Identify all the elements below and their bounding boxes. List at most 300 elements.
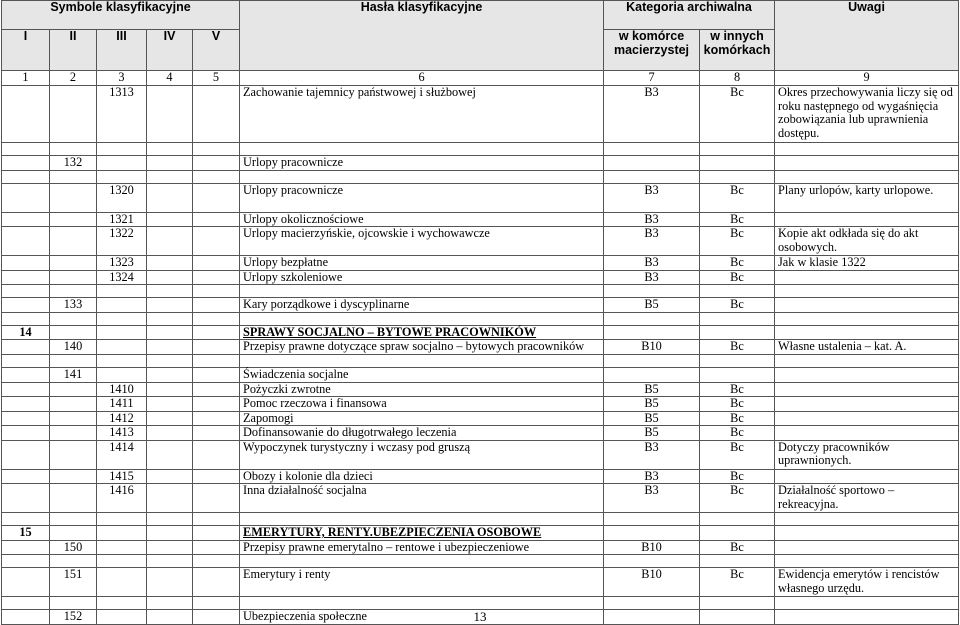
level-header: V (193, 30, 240, 71)
spacer-cell (240, 555, 604, 568)
level-2-symbol: 140 (50, 340, 97, 355)
spacer-cell (50, 355, 97, 368)
spacer-cell (50, 513, 97, 526)
level-5-symbol (193, 526, 240, 541)
spacer-cell (50, 312, 97, 325)
entry-name: Pomoc rzeczowa i finansowa (240, 397, 604, 412)
spacer-cell (700, 597, 775, 610)
spacer-cell (193, 285, 240, 298)
level-5-symbol (193, 156, 240, 171)
remarks-cell: Kopie akt odkłada się do akt osobowych. (775, 227, 959, 256)
spacer-cell (193, 312, 240, 325)
level-2-symbol (50, 382, 97, 397)
spacer-cell (2, 285, 50, 298)
category-other-cell: Bc (700, 227, 775, 256)
level-5-symbol (193, 469, 240, 484)
level-5-symbol (193, 227, 240, 256)
level-3-symbol: 1412 (97, 411, 147, 426)
spacer-cell (2, 355, 50, 368)
level-2-symbol (50, 183, 97, 212)
spacer-row (2, 285, 959, 298)
level-1-symbol (2, 256, 50, 271)
level-4-symbol (147, 540, 193, 555)
classification-table (1, 0, 959, 625)
entry-name: Wypoczynek turystyczny i wczasy pod gruszą (240, 440, 604, 469)
level-4-symbol (147, 340, 193, 355)
spacer-cell (50, 285, 97, 298)
level-2-symbol: 133 (50, 298, 97, 313)
spacer-cell (604, 285, 700, 298)
level-2-symbol: 152 (50, 610, 97, 625)
table-row (2, 256, 959, 271)
column-number: 5 (193, 71, 240, 86)
level-4-symbol (147, 568, 193, 597)
spacer-cell (97, 285, 147, 298)
level-1-symbol (2, 426, 50, 441)
spacer-cell (147, 355, 193, 368)
kategoria-header: Kategoria archiwalna (604, 1, 775, 30)
category-other-cell: Bc (700, 340, 775, 355)
spacer-cell (147, 513, 193, 526)
level-2-symbol (50, 325, 97, 340)
remarks-cell (775, 469, 959, 484)
spacer-cell (700, 170, 775, 183)
entry-name: SPRAWY SOCJALNO – BYTOWE PRACOWNIKÓW (240, 325, 604, 340)
category-own-cell: B5 (604, 411, 700, 426)
spacer-row (2, 170, 959, 183)
remarks-cell: Działalność sportowo – rekreacyjna. (775, 484, 959, 513)
remarks-cell (775, 397, 959, 412)
level-3-symbol (97, 368, 147, 383)
level-3-symbol: 1413 (97, 426, 147, 441)
column-number: 1 (2, 71, 50, 86)
level-2-symbol (50, 469, 97, 484)
level-1-symbol (2, 368, 50, 383)
level-3-symbol: 1322 (97, 227, 147, 256)
category-own-cell: B3 (604, 212, 700, 227)
entry-name: Urlopy macierzyńskie, ojcowskie i wychowawcze (240, 227, 604, 256)
spacer-row (2, 355, 959, 368)
remarks-cell (775, 411, 959, 426)
level-3-symbol: 1411 (97, 397, 147, 412)
spacer-cell (147, 285, 193, 298)
spacer-cell (775, 555, 959, 568)
spacer-cell (700, 312, 775, 325)
category-other-cell: Bc (700, 411, 775, 426)
level-3-symbol: 1313 (97, 86, 147, 143)
spacer-cell (193, 597, 240, 610)
level-2-symbol (50, 86, 97, 143)
spacer-cell (604, 355, 700, 368)
table-body (2, 86, 959, 625)
entry-name: Przepisy prawne dotyczące spraw socjalno – bytowych pracowników (240, 340, 604, 355)
spacer-cell (97, 597, 147, 610)
column-number: 4 (147, 71, 193, 86)
entry-name: Pożyczki zwrotne (240, 382, 604, 397)
level-1-symbol (2, 411, 50, 426)
level-1-symbol (2, 227, 50, 256)
entry-name: Zachowanie tajemnicy państwowej i służbowej (240, 86, 604, 143)
level-1-symbol (2, 183, 50, 212)
level-3-symbol (97, 156, 147, 171)
spacer-cell (50, 555, 97, 568)
table-row (2, 270, 959, 285)
spacer-cell (604, 597, 700, 610)
level-3-symbol: 1320 (97, 183, 147, 212)
level-4-symbol (147, 368, 193, 383)
spacer-cell (97, 555, 147, 568)
spacer-cell (775, 285, 959, 298)
level-5-symbol (193, 484, 240, 513)
level-4-symbol (147, 440, 193, 469)
spacer-cell (775, 597, 959, 610)
symbols-header: Symbole klasyfikacyjne (2, 1, 240, 30)
category-other-cell: Bc (700, 397, 775, 412)
category-other-cell: Bc (700, 382, 775, 397)
level-2-symbol (50, 397, 97, 412)
spacer-cell (97, 143, 147, 156)
spacer-cell (193, 143, 240, 156)
level-4-symbol (147, 86, 193, 143)
table-row (2, 540, 959, 555)
spacer-row (2, 312, 959, 325)
level-5-symbol (193, 426, 240, 441)
level-5-symbol (193, 256, 240, 271)
spacer-cell (2, 143, 50, 156)
level-5-symbol (193, 440, 240, 469)
level-1-symbol (2, 469, 50, 484)
level-1-symbol (2, 397, 50, 412)
level-1-symbol (2, 298, 50, 313)
category-other-cell (700, 156, 775, 171)
spacer-cell (240, 597, 604, 610)
level-2-symbol: 151 (50, 568, 97, 597)
category-other-cell: Bc (700, 440, 775, 469)
table-row (2, 382, 959, 397)
entry-name: Zapomogi (240, 411, 604, 426)
remarks-cell: Własne ustalenia – kat. A. (775, 340, 959, 355)
level-4-symbol (147, 484, 193, 513)
remarks-cell (775, 298, 959, 313)
spacer-cell (147, 555, 193, 568)
spacer-cell (604, 555, 700, 568)
entry-name: Ubezpieczenia społeczne (240, 610, 604, 625)
category-own-cell: B10 (604, 540, 700, 555)
level-3-symbol: 1415 (97, 469, 147, 484)
header-row-1 (2, 1, 959, 30)
level-5-symbol (193, 368, 240, 383)
entry-name: Kary porządkowe i dyscyplinarne (240, 298, 604, 313)
level-4-symbol (147, 298, 193, 313)
level-5-symbol (193, 183, 240, 212)
entry-name: EMERYTURY, RENTY.UBEZPIECZENIA OSOBOWE (240, 526, 604, 541)
category-own-cell: B10 (604, 568, 700, 597)
spacer-cell (147, 170, 193, 183)
spacer-cell (147, 597, 193, 610)
spacer-cell (240, 143, 604, 156)
level-header: III (97, 30, 147, 71)
level-4-symbol (147, 270, 193, 285)
level-2-symbol (50, 227, 97, 256)
table-row (2, 426, 959, 441)
category-own-cell: B5 (604, 298, 700, 313)
table-row (2, 568, 959, 597)
category-own-cell (604, 156, 700, 171)
level-5-symbol (193, 86, 240, 143)
level-1-symbol (2, 568, 50, 597)
entry-name: Urlopy pracownicze (240, 183, 604, 212)
level-3-symbol (97, 325, 147, 340)
level-2-symbol: 132 (50, 156, 97, 171)
table-row (2, 397, 959, 412)
category-own-cell: B10 (604, 340, 700, 355)
category-own-cell: B3 (604, 270, 700, 285)
category-own-cell: B3 (604, 227, 700, 256)
level-3-symbol: 1324 (97, 270, 147, 285)
column-number: 7 (604, 71, 700, 86)
spacer-cell (240, 312, 604, 325)
entry-name: Urlopy bezpłatne (240, 256, 604, 271)
w-komorce-header: w komórce macierzystej (604, 30, 700, 71)
table-row (2, 212, 959, 227)
level-5-symbol (193, 298, 240, 313)
table-row (2, 440, 959, 469)
category-other-cell: Bc (700, 484, 775, 513)
table-row (2, 469, 959, 484)
level-5-symbol (193, 540, 240, 555)
category-other-cell: Bc (700, 86, 775, 143)
level-2-symbol (50, 411, 97, 426)
level-5-symbol (193, 340, 240, 355)
category-own-cell: B5 (604, 426, 700, 441)
entry-name: Przepisy prawne emerytalno – rentowe i ubezpieczeniowe (240, 540, 604, 555)
category-own-cell (604, 325, 700, 340)
level-1-symbol (2, 270, 50, 285)
table-row (2, 227, 959, 256)
spacer-cell (147, 312, 193, 325)
remarks-cell (775, 540, 959, 555)
category-own-cell: B5 (604, 382, 700, 397)
spacer-row (2, 513, 959, 526)
table-row (2, 298, 959, 313)
category-other-cell (700, 368, 775, 383)
spacer-cell (775, 312, 959, 325)
remarks-cell: Plany urlopów, karty urlopowe. (775, 183, 959, 212)
category-other-cell: Bc (700, 568, 775, 597)
category-other-cell: Bc (700, 256, 775, 271)
column-number: 6 (240, 71, 604, 86)
level-1-symbol (2, 440, 50, 469)
level-5-symbol (193, 411, 240, 426)
category-own-cell: B3 (604, 86, 700, 143)
level-3-symbol: 1323 (97, 256, 147, 271)
spacer-cell (604, 170, 700, 183)
spacer-cell (775, 170, 959, 183)
table-row (2, 411, 959, 426)
level-2-symbol: 141 (50, 368, 97, 383)
level-4-symbol (147, 256, 193, 271)
level-4-symbol (147, 411, 193, 426)
level-3-symbol (97, 568, 147, 597)
level-2-symbol: 150 (50, 540, 97, 555)
spacer-row (2, 597, 959, 610)
remarks-cell: Okres przechowywania liczy się od roku następnego od wygaśnięcia zobowiązania lub uprawnienia dostępu. (775, 86, 959, 143)
spacer-cell (2, 312, 50, 325)
category-other-cell: Bc (700, 298, 775, 313)
spacer-cell (240, 285, 604, 298)
category-own-cell: B3 (604, 256, 700, 271)
level-1-symbol (2, 484, 50, 513)
spacer-cell (775, 355, 959, 368)
level-header: I (2, 30, 50, 71)
remarks-cell (775, 156, 959, 171)
level-5-symbol (193, 212, 240, 227)
level-4-symbol (147, 325, 193, 340)
remarks-cell (775, 368, 959, 383)
level-1-symbol (2, 340, 50, 355)
level-1-symbol (2, 156, 50, 171)
spacer-cell (97, 355, 147, 368)
remarks-cell: Ewidencja emerytów i rencistów własnego urzędu. (775, 568, 959, 597)
spacer-cell (700, 555, 775, 568)
spacer-cell (700, 143, 775, 156)
level-4-symbol (147, 212, 193, 227)
level-3-symbol (97, 298, 147, 313)
level-2-symbol (50, 256, 97, 271)
spacer-cell (775, 143, 959, 156)
column-number: 8 (700, 71, 775, 86)
w-innych-header: w innych komórkach (700, 30, 775, 71)
level-header: II (50, 30, 97, 71)
category-other-cell (700, 526, 775, 541)
spacer-cell (193, 555, 240, 568)
entry-name: Urlopy pracownicze (240, 156, 604, 171)
spacer-cell (97, 170, 147, 183)
level-header: IV (147, 30, 193, 71)
table-row (2, 368, 959, 383)
level-3-symbol: 1410 (97, 382, 147, 397)
spacer-cell (50, 597, 97, 610)
category-other-cell (700, 325, 775, 340)
spacer-cell (240, 355, 604, 368)
spacer-cell (2, 597, 50, 610)
category-own-cell: B3 (604, 183, 700, 212)
spacer-cell (604, 143, 700, 156)
remarks-cell (775, 270, 959, 285)
category-other-cell: Bc (700, 212, 775, 227)
category-own-cell: B3 (604, 469, 700, 484)
entry-name: Emerytury i renty (240, 568, 604, 597)
level-4-symbol (147, 183, 193, 212)
level-1-symbol (2, 212, 50, 227)
spacer-row (2, 143, 959, 156)
level-1-symbol (2, 540, 50, 555)
entry-name: Urlopy szkoleniowe (240, 270, 604, 285)
spacer-cell (775, 513, 959, 526)
table-row (2, 484, 959, 513)
remarks-cell (775, 212, 959, 227)
entry-name: Świadczenia socjalne (240, 368, 604, 383)
table-row (2, 325, 959, 340)
remarks-cell (775, 526, 959, 541)
level-5-symbol (193, 382, 240, 397)
page-number: 13 (473, 609, 487, 624)
level-2-symbol (50, 426, 97, 441)
level-4-symbol (147, 426, 193, 441)
category-own-cell (604, 368, 700, 383)
remarks-cell (775, 382, 959, 397)
level-5-symbol (193, 568, 240, 597)
level-5-symbol (193, 325, 240, 340)
level-1-symbol: 15 (2, 526, 50, 541)
level-2-symbol (50, 212, 97, 227)
level-4-symbol (147, 156, 193, 171)
spacer-cell (240, 170, 604, 183)
category-other-cell: Bc (700, 469, 775, 484)
category-own-cell: B5 (604, 397, 700, 412)
spacer-cell (50, 143, 97, 156)
level-3-symbol: 1416 (97, 484, 147, 513)
remarks-cell (775, 426, 959, 441)
level-4-symbol (147, 469, 193, 484)
level-2-symbol (50, 484, 97, 513)
level-2-symbol (50, 526, 97, 541)
spacer-cell (147, 143, 193, 156)
haslo-header: Hasła klasyfikacyjne (240, 1, 604, 71)
level-4-symbol (147, 227, 193, 256)
level-5-symbol (193, 397, 240, 412)
spacer-cell (604, 312, 700, 325)
spacer-cell (193, 513, 240, 526)
spacer-cell (700, 513, 775, 526)
level-3-symbol (97, 526, 147, 541)
spacer-cell (700, 355, 775, 368)
entry-name: Inna działalność socjalna (240, 484, 604, 513)
column-numbers-row (2, 71, 959, 86)
table-row (2, 340, 959, 355)
entry-name: Urlopy okolicznościowe (240, 212, 604, 227)
uwagi-header: Uwagi (775, 1, 959, 71)
level-1-symbol: 14 (2, 325, 50, 340)
level-3-symbol (97, 540, 147, 555)
entry-name: Obozy i kolonie dla dzieci (240, 469, 604, 484)
spacer-cell (97, 312, 147, 325)
level-3-symbol (97, 340, 147, 355)
table-row (2, 183, 959, 212)
spacer-cell (193, 355, 240, 368)
level-2-symbol (50, 440, 97, 469)
category-other-cell: Bc (700, 183, 775, 212)
column-number: 9 (775, 71, 959, 86)
remarks-cell (775, 325, 959, 340)
spacer-cell (2, 555, 50, 568)
level-3-symbol: 1414 (97, 440, 147, 469)
table-row (2, 86, 959, 143)
category-other-cell: Bc (700, 270, 775, 285)
spacer-cell (240, 513, 604, 526)
level-4-symbol (147, 382, 193, 397)
spacer-row (2, 555, 959, 568)
category-other-cell: Bc (700, 426, 775, 441)
level-3-symbol: 1321 (97, 212, 147, 227)
table-row (2, 156, 959, 171)
level-4-symbol (147, 397, 193, 412)
column-number: 3 (97, 71, 147, 86)
level-5-symbol (193, 270, 240, 285)
level-1-symbol (2, 382, 50, 397)
spacer-cell (193, 170, 240, 183)
spacer-cell (97, 513, 147, 526)
